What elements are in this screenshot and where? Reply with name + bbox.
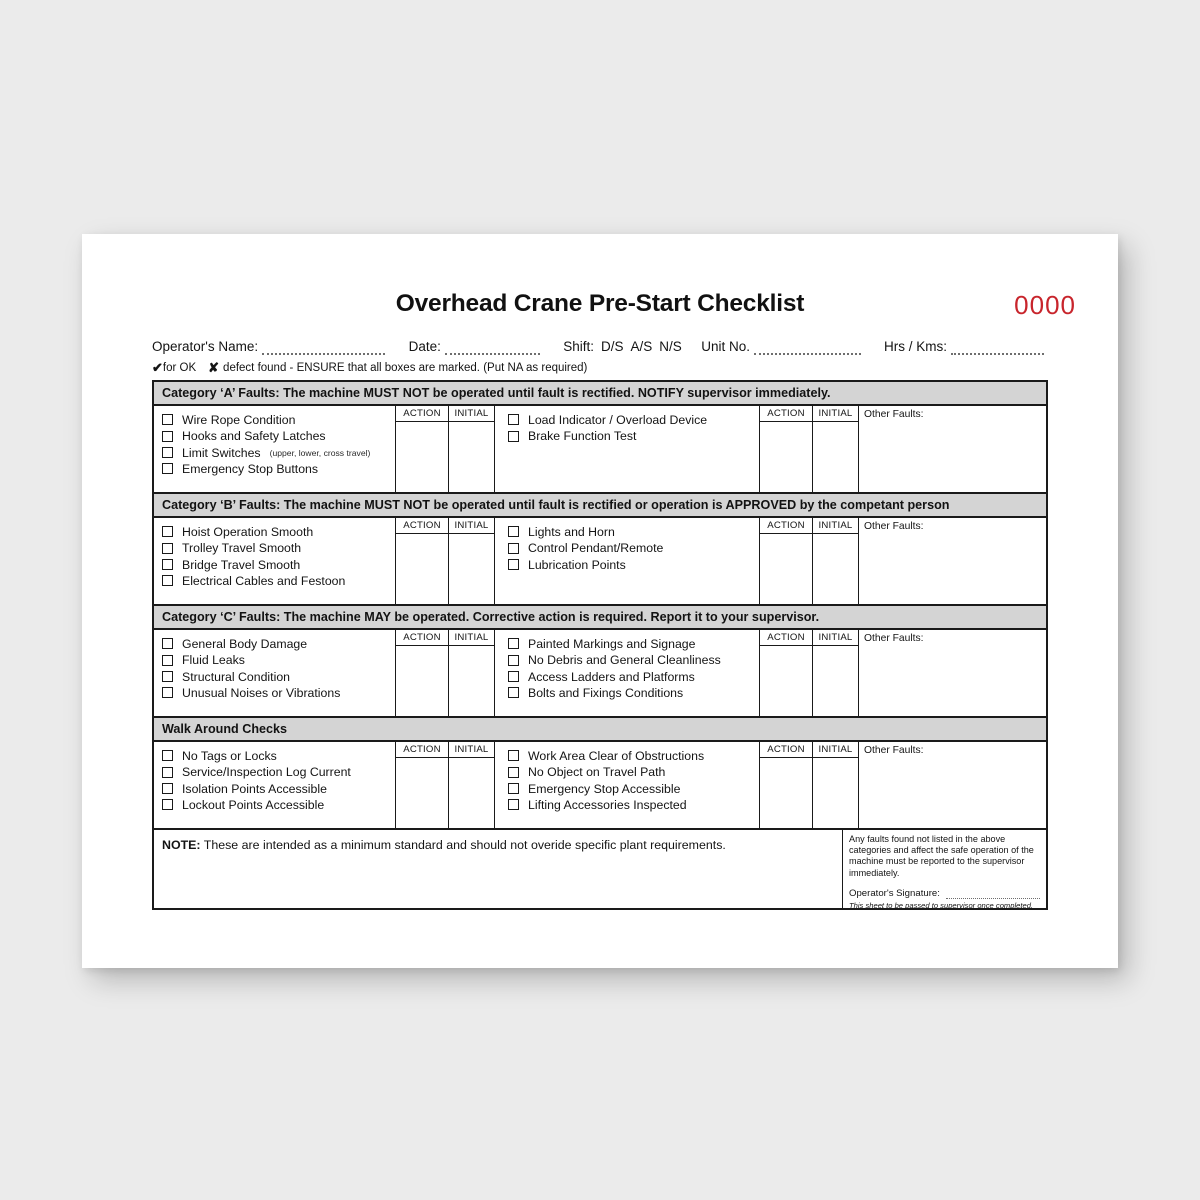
other-faults-cell[interactable] [858, 406, 1046, 492]
action-column-header: ACTION [396, 406, 448, 422]
initial-column [812, 518, 858, 604]
checkbox[interactable] [162, 687, 173, 698]
list-item[interactable] [162, 748, 395, 764]
action-column-header: ACTION [396, 518, 448, 534]
checkbox-column-left [154, 518, 395, 604]
action-column [395, 630, 448, 716]
signature-footnote: This sheet to be passed to supervisor once completed. [849, 900, 1034, 910]
signature-input[interactable] [946, 889, 1040, 899]
list-item-label: No Debris and General Cleanliness [528, 653, 721, 668]
hrs-kms-label: Hrs / Kms: [883, 339, 947, 354]
list-item[interactable] [162, 445, 395, 461]
action-column-cell[interactable] [760, 646, 812, 716]
checkbox-column-left [154, 630, 395, 716]
list-item-label: Wire Rope Condition [182, 412, 296, 427]
list-item-label: No Tags or Locks [182, 748, 277, 763]
serial-number: 0000 [1014, 290, 1076, 320]
list-item[interactable] [162, 764, 395, 780]
action-column [759, 518, 812, 604]
other-faults-label: Other Faults: [864, 409, 924, 420]
list-item-label: Lifting Accessories Inspected [528, 797, 687, 812]
action-column-cell[interactable] [760, 534, 812, 604]
page-title: Overhead Crane Pre-Start Checklist [395, 290, 805, 317]
initial-column-cell[interactable] [449, 758, 494, 828]
action-column-cell[interactable] [760, 422, 812, 492]
other-faults-label: Other Faults: [864, 633, 924, 644]
list-item-label: Bridge Travel Smooth [182, 557, 301, 572]
checkbox-column-right [494, 406, 759, 492]
checkbox[interactable] [508, 767, 519, 778]
checkbox[interactable] [162, 575, 173, 586]
note-text: These are intended as a minimum standard and should not overide specific plant requirements. [200, 838, 726, 852]
other-faults-label: Other Faults: [864, 745, 924, 756]
action-column-header: ACTION [396, 630, 448, 646]
list-item[interactable] [508, 524, 759, 540]
list-item[interactable] [162, 412, 395, 428]
list-item-label: Hoist Operation Smooth [182, 524, 314, 539]
section-body-category-a [154, 406, 1046, 494]
checkbox[interactable] [162, 799, 173, 810]
section-header-category-b: Category ‘B’ Faults: The machine MUST NOT be operated until fault is rectified or operation is APPROVED by the competant person [154, 494, 1046, 518]
section-body-walk-around [154, 742, 1046, 830]
checkbox[interactable] [162, 526, 173, 537]
initial-column-cell[interactable] [449, 422, 494, 492]
list-item[interactable] [162, 573, 395, 589]
initial-column [448, 630, 494, 716]
list-item[interactable] [162, 636, 395, 652]
initial-column [448, 742, 494, 828]
checkbox[interactable] [162, 559, 173, 570]
list-item[interactable] [508, 748, 759, 764]
list-item-label: Lubrication Points [528, 557, 626, 572]
list-item[interactable] [508, 636, 759, 652]
list-item-label: Lights and Horn [528, 524, 615, 539]
signature-paragraph: Any faults found not listed in the above categories and affect the safe operation of the machine must be reported to the supervisor immediately. [849, 834, 1034, 878]
header-fields [152, 339, 1048, 355]
list-item-label: Work Area Clear of Obstructions [528, 748, 705, 763]
list-item-label: Isolation Points Accessible [182, 781, 327, 796]
list-item[interactable] [162, 428, 395, 444]
checkbox[interactable] [162, 655, 173, 666]
shift-option-as[interactable]: A/S [630, 339, 653, 354]
list-item-label: Fluid Leaks [182, 653, 245, 668]
legend-defect-text: defect found - ENSURE that all boxes are marked. (Put NA as required) [223, 362, 588, 374]
action-column [759, 630, 812, 716]
list-item[interactable] [508, 428, 759, 444]
initial-column-cell[interactable] [813, 534, 858, 604]
list-item[interactable] [508, 781, 759, 797]
checkbox[interactable] [508, 799, 519, 810]
initial-column-header: INITIAL [813, 630, 858, 646]
checkbox[interactable] [508, 687, 519, 698]
checkbox[interactable] [508, 543, 519, 554]
initial-column-header: INITIAL [813, 518, 858, 534]
section-header-category-c: Category ‘C’ Faults: The machine MAY be operated. Corrective action is required. Report it to your supervisor. [154, 606, 1046, 630]
list-item-label: Hooks and Safety Latches [182, 429, 326, 444]
checkbox[interactable] [508, 750, 519, 761]
list-item-label: Control Pendant/Remote [528, 541, 664, 556]
list-item-label: Trolley Travel Smooth [182, 541, 302, 556]
action-column-cell[interactable] [760, 758, 812, 828]
action-column-cell[interactable] [396, 646, 448, 716]
list-item[interactable] [508, 685, 759, 701]
initial-column [812, 742, 858, 828]
initial-column-cell[interactable] [813, 422, 858, 492]
action-column-header: ACTION [760, 630, 812, 646]
section-body-category-c [154, 630, 1046, 718]
checkbox[interactable] [162, 767, 173, 778]
shift-label: Shift: [563, 339, 595, 354]
other-faults-label: Other Faults: [864, 521, 924, 532]
footer-row [154, 830, 1046, 908]
section-header-category-a: Category ‘A’ Faults: The machine MUST NOT be operated until fault is rectified. NOTIFY supervisor immediately. [154, 382, 1046, 406]
checkbox[interactable] [162, 414, 173, 425]
list-item[interactable] [508, 764, 759, 780]
list-item[interactable] [162, 781, 395, 797]
list-item-label: Emergency Stop Buttons [182, 461, 319, 476]
list-item-label: Bolts and Fixings Conditions [528, 685, 684, 700]
initial-column [812, 406, 858, 492]
checkbox[interactable] [508, 783, 519, 794]
checkbox[interactable] [508, 431, 519, 442]
list-item-label: Electrical Cables and Festoon [182, 573, 346, 588]
list-item-note: (upper, lower, cross travel) [269, 447, 371, 458]
checkbox[interactable] [508, 671, 519, 682]
list-item[interactable] [162, 652, 395, 668]
signature-cell [842, 830, 1046, 908]
note-cell [154, 830, 842, 908]
checkbox[interactable] [162, 463, 173, 474]
checkbox-column-right [494, 518, 759, 604]
checkbox[interactable] [508, 414, 519, 425]
initial-column-cell[interactable] [813, 758, 858, 828]
list-item-label: No Object on Travel Path [528, 765, 666, 780]
section-body-category-b [154, 518, 1046, 606]
other-faults-cell[interactable] [858, 518, 1046, 604]
list-item-label: Emergency Stop Accessible [528, 781, 681, 796]
list-item[interactable] [508, 652, 759, 668]
action-column-header: ACTION [760, 742, 812, 758]
list-item[interactable] [162, 669, 395, 685]
action-column-cell[interactable] [396, 758, 448, 828]
shift-option-ns[interactable]: N/S [659, 339, 682, 354]
operator-name-label: Operator's Name: [152, 339, 259, 354]
action-column-header: ACTION [760, 518, 812, 534]
note-label: NOTE: [162, 838, 201, 852]
list-item-label: Unusual Noises or Vibrations [182, 685, 341, 700]
action-column [395, 742, 448, 828]
initial-column-cell[interactable] [449, 646, 494, 716]
initial-column [448, 406, 494, 492]
checkbox[interactable] [162, 783, 173, 794]
list-item-label: Brake Function Test [528, 429, 637, 444]
list-item[interactable] [508, 412, 759, 428]
list-item[interactable] [162, 797, 395, 813]
action-column [395, 406, 448, 492]
action-column-cell[interactable] [396, 422, 448, 492]
initial-column-header: INITIAL [449, 406, 494, 422]
date-label: Date: [408, 339, 441, 354]
checkbox-column-right [494, 630, 759, 716]
list-item-label: Structural Condition [182, 669, 290, 684]
section-header-walk-around: Walk Around Checks [154, 718, 1046, 742]
action-column-header: ACTION [760, 406, 812, 422]
other-faults-cell[interactable] [858, 742, 1046, 828]
action-column-cell[interactable] [396, 534, 448, 604]
check-icon: ✔ [152, 360, 163, 375]
list-item[interactable] [508, 557, 759, 573]
cross-icon: ✘ [208, 360, 220, 375]
action-column-header: ACTION [396, 742, 448, 758]
checkbox[interactable] [162, 543, 173, 554]
initial-column-header: INITIAL [449, 630, 494, 646]
list-item[interactable] [162, 524, 395, 540]
list-item[interactable] [508, 797, 759, 813]
list-item[interactable] [162, 461, 395, 477]
operator-name-input[interactable] [262, 340, 385, 355]
list-item-label: Access Ladders and Platforms [528, 669, 695, 684]
initial-column-cell[interactable] [813, 646, 858, 716]
list-item-label: General Body Damage [182, 636, 308, 651]
list-item-label: Limit Switches [182, 445, 261, 460]
list-item[interactable] [162, 685, 395, 701]
marking-legend [152, 360, 587, 376]
unit-no-input[interactable] [754, 340, 861, 355]
checkbox[interactable] [162, 750, 173, 761]
list-item[interactable] [162, 540, 395, 556]
signature-label: Operator's Signature: [849, 887, 940, 899]
checklist-document [82, 234, 1118, 968]
signature-line [849, 888, 1040, 899]
hrs-kms-input[interactable] [951, 340, 1044, 355]
other-faults-cell[interactable] [858, 630, 1046, 716]
legend-ok-text: for OK [162, 362, 197, 374]
initial-column-cell[interactable] [449, 534, 494, 604]
checkbox[interactable] [508, 559, 519, 570]
list-item[interactable] [508, 669, 759, 685]
checkbox-column-left [154, 742, 395, 828]
checkbox[interactable] [162, 431, 173, 442]
checkbox-column-left [154, 406, 395, 492]
checkbox[interactable] [162, 671, 173, 682]
list-item[interactable] [162, 557, 395, 573]
list-item[interactable] [508, 540, 759, 556]
action-column [759, 406, 812, 492]
checkbox[interactable] [162, 447, 173, 458]
list-item-label: Service/Inspection Log Current [182, 765, 351, 780]
checkbox-column-right [494, 742, 759, 828]
list-item-label: Painted Markings and Signage [528, 636, 696, 651]
unit-no-label: Unit No. [701, 339, 750, 354]
checkbox[interactable] [508, 638, 519, 649]
initial-column-header: INITIAL [813, 406, 858, 422]
initial-column [448, 518, 494, 604]
date-input[interactable] [445, 340, 540, 355]
checkbox[interactable] [162, 638, 173, 649]
checkbox[interactable] [508, 655, 519, 666]
checklist-table [152, 380, 1048, 910]
initial-column [812, 630, 858, 716]
shift-option-ds[interactable]: D/S [601, 339, 624, 354]
initial-column-header: INITIAL [813, 742, 858, 758]
initial-column-header: INITIAL [449, 518, 494, 534]
list-item-label: Load Indicator / Overload Device [528, 412, 708, 427]
checkbox[interactable] [508, 526, 519, 537]
action-column [759, 742, 812, 828]
action-column [395, 518, 448, 604]
initial-column-header: INITIAL [449, 742, 494, 758]
list-item-label: Lockout Points Accessible [182, 797, 325, 812]
